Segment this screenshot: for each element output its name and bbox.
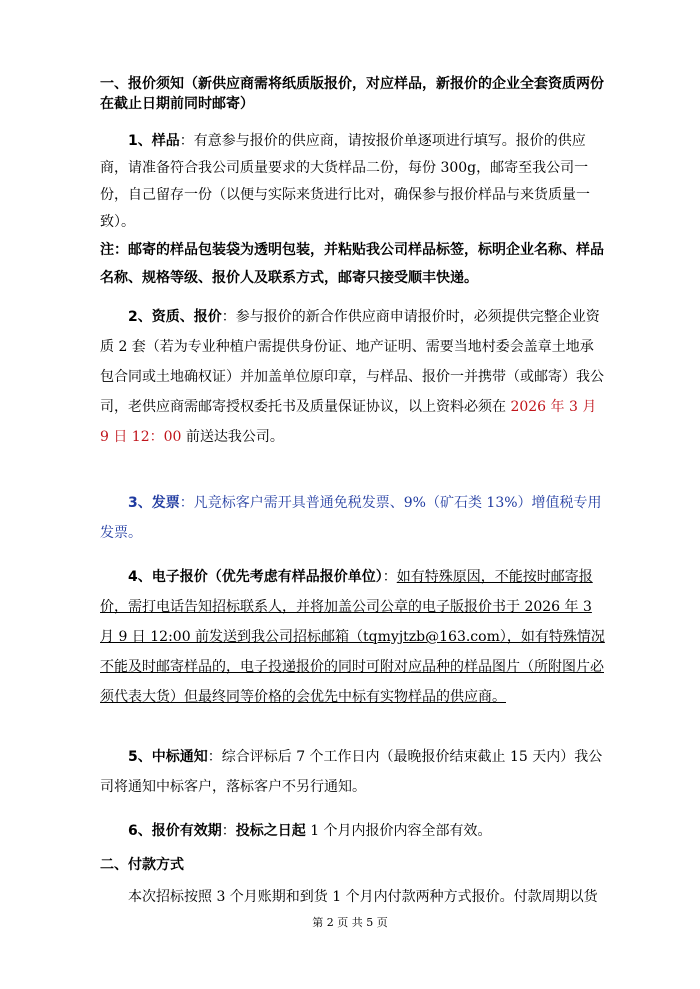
section2-heading: 二、付款方式 bbox=[100, 857, 184, 873]
item1-paragraph bbox=[100, 128, 605, 236]
item2-deadline: 2026 年 3 月 9 日 12：00 bbox=[100, 399, 597, 445]
item6-bold-text: 投标之日起 bbox=[235, 823, 306, 839]
note-paragraph: 注：邮寄的样品包装袋为透明包装，并粘贴我公司样品标签，标明企业名称、样品名称、规格等级、报价人及联系方式，邮寄只接受顺丰快递。 bbox=[100, 242, 604, 286]
item5-paragraph bbox=[100, 742, 605, 802]
page-footer: 第 2 页 共 5 页 bbox=[312, 916, 388, 929]
item4-label: 4、电子报价（优先考虑有样品报价单位） bbox=[128, 569, 383, 585]
item6-colon: ： bbox=[221, 823, 236, 839]
item2-text: 参与报价的新合作供应商申请报价时，必须提供完整企业资质 2 套（若为专业种植户需提供身份证、地产证明、需要当地村委会盖章土地承包合同或土地确权证）并加盖单位原印章，与样品、报价一并携带（或邮寄）我公司，老供应商需邮寄授权委托书及质量保证协议，以上资料必须在 bbox=[100, 309, 604, 415]
section2-text: 本次招标按照 3 个月账期和到货 1 个月内付款两种方式报价。付款周期以货 bbox=[128, 889, 598, 905]
item1-colon: ： bbox=[179, 133, 194, 149]
item4-text: 如有特殊原因，不能按时邮寄报价，需打电话告知招标联系人，并将加盖公司公章的电子版报价书于 2026 年 3 月 9 日 12:00 前发送到我公司招标邮箱（tqmyjtzb@163.com），如有特殊情况不能及时邮寄样品的，电子投递报价的同时可附对应品种的样品图片（所附图片必须代表大货）但最终同等价格的会优先中标有实物样品的供应商。 bbox=[100, 569, 605, 705]
item4-paragraph bbox=[100, 562, 605, 712]
item2-colon: ： bbox=[221, 309, 236, 325]
item3-colon: ： bbox=[179, 495, 194, 511]
item6-paragraph bbox=[100, 816, 605, 846]
item2-label: 2、资质、报价 bbox=[128, 309, 222, 325]
item2-paragraph bbox=[100, 302, 605, 452]
item4-colon: ： bbox=[382, 569, 397, 585]
item1-label: 1、样品 bbox=[128, 133, 180, 149]
item5-colon: ： bbox=[207, 749, 222, 765]
item3-label: 3、发票 bbox=[128, 495, 180, 511]
item3-paragraph bbox=[100, 488, 605, 548]
item5-label: 5、中标通知 bbox=[128, 749, 208, 765]
item2-tail: 前送达我公司。 bbox=[181, 429, 284, 445]
item3-text: 凡竞标客户需开具普通免税发票、9%（矿石类 13%）增值税专用发票。 bbox=[100, 495, 602, 541]
item5-text: 综合评标后 7 个工作日内（最晚报价结束截止 15 天内）我公司将通知中标客户，落标客户不另行通知。 bbox=[100, 749, 603, 795]
item6-label: 6、报价有效期 bbox=[128, 823, 222, 839]
item6-text: 1 个月内报价内容全部有效。 bbox=[305, 823, 492, 839]
section1-heading: 一、报价须知（新供应商需将纸质版报价，对应样品，新报价的企业全套资质两份在截止日期前同时邮寄） bbox=[100, 76, 604, 112]
item1-text: 有意参与报价的供应商，请按报价单逐项进行填写。报价的供应商，请准备符合我公司质量要求的大货样品二份，每份 300g，邮寄至我公司一份，自己留存一份（以便与实际来货进行比对，确保参与报价样品与来货质量一致）。 bbox=[100, 133, 590, 230]
